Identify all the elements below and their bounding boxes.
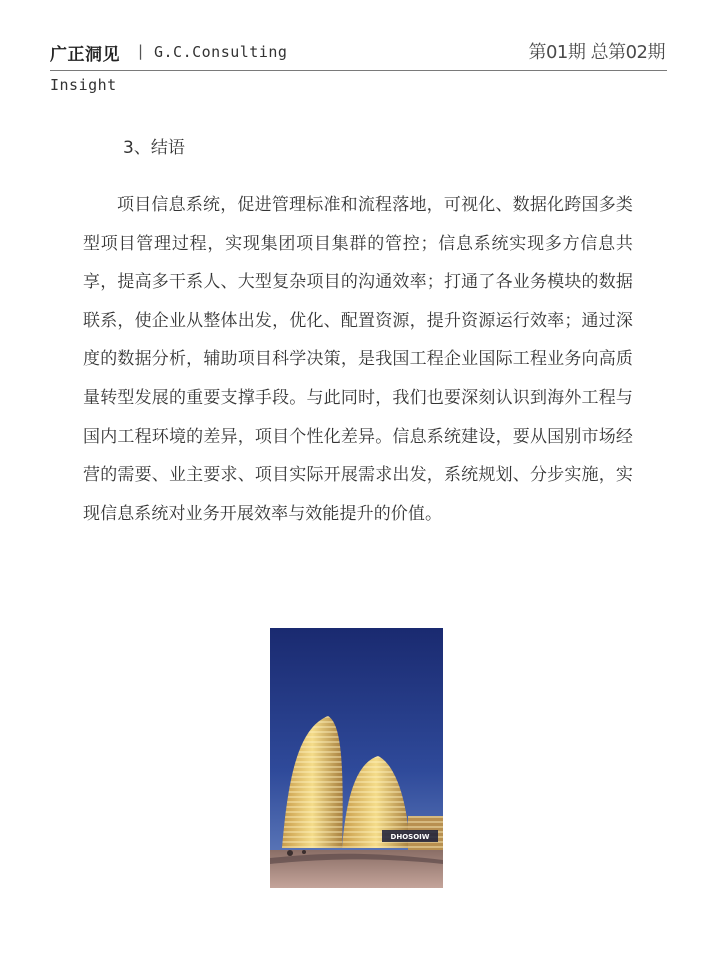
brand-name-english: G.C.Consulting [154, 43, 288, 61]
photo-sign-text: DHOSOIW [390, 833, 430, 841]
conclusion-paragraph: 项目信息系统，促进管理标准和流程落地，可视化、数据化跨国多类型项目管理过程，实现集团项目集群的管控；信息系统实现多方信息共享，提高多干系人、大型复杂项目的沟通效率；打通了各业务模块的数据联系，使企业从整体出发，优化、配置资源，提升资源运行效率；通过深度的数据分析，辅助项目科学决策，是我国工程企业国际工程业务向高质量转型发展的重要支撑手段。与此同时，我们也要深刻认识到海外工程与国内工程环境的差异，项目个性化差异。信息系统建设，要从国别市场经营的需要、业主要求、项目实际开展需求出发，系统规划、分步实施，实现信息系统对业务开展效率与效能提升的价值。 [83, 195, 633, 524]
issue-number: 第01期 总第02期 [528, 42, 665, 63]
section-heading: 3、结语 [123, 138, 185, 158]
page-header [50, 38, 667, 71]
building-photo [270, 628, 443, 888]
brand-separator: | [136, 42, 146, 60]
brand-subtitle: Insight [50, 76, 117, 94]
brand-name-chinese: 广正洞见 [50, 45, 120, 65]
